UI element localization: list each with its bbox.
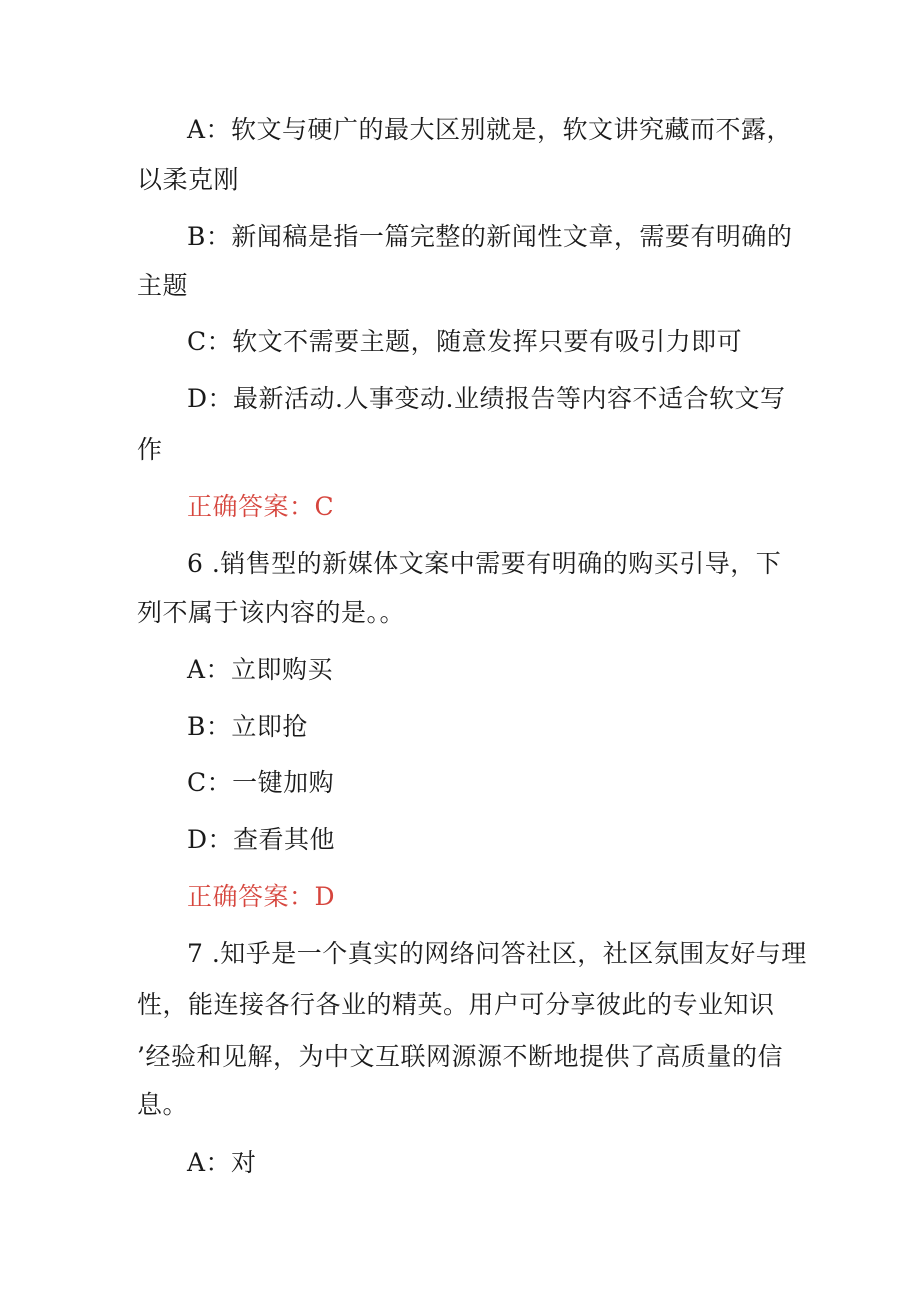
q6-option-c: C：一键加购 [187, 768, 335, 797]
q7-question-line2: 性，能连接各行各业的精英。用户可分享彼此的专业知识 [137, 990, 775, 1019]
q5-option-a-line1: A：软文与硬广的最大区别就是，软文讲究藏而不露， [187, 115, 793, 144]
q5-option-a-line2: 以柔克刚 [137, 165, 240, 194]
q7-option-a: A：对 [187, 1148, 257, 1177]
q7-question-line4: 息。 [137, 1090, 189, 1119]
q5-option-c: C：软文不需要主题，随意发挥只要有吸引力即可 [187, 327, 743, 356]
q6-option-a: A：立即购买 [187, 655, 334, 684]
q6-question-line1: 6 .销售型的新媒体文案中需要有明确的购买引导，下 [187, 549, 782, 578]
q5-correct-answer: 正确答案：C [187, 492, 335, 521]
q7-question-line3: ’经验和见解，为中文互联网源源不断地提供了高质量的信 [137, 1042, 783, 1071]
q5-option-d-line1: D：最新活动.人事变动.业绩报告等内容不适合软文写 [187, 384, 786, 413]
q5-option-d-line2: 作 [137, 435, 163, 464]
q7-question-line1: 7 .知乎是一个真实的网络问答社区，社区氛围友好与理 [187, 939, 807, 968]
q6-correct-answer: 正确答案：D [187, 882, 336, 911]
q6-option-b: B：立即抢 [187, 712, 308, 741]
q6-question-line2: 列不属于该内容的是。。 [137, 598, 406, 627]
q6-option-d: D：查看其他 [187, 825, 336, 854]
q5-option-b-line1: B：新闻稿是指一篇完整的新闻性文章，需要有明确的 [187, 222, 793, 251]
q5-option-b-line2: 主题 [137, 271, 189, 300]
